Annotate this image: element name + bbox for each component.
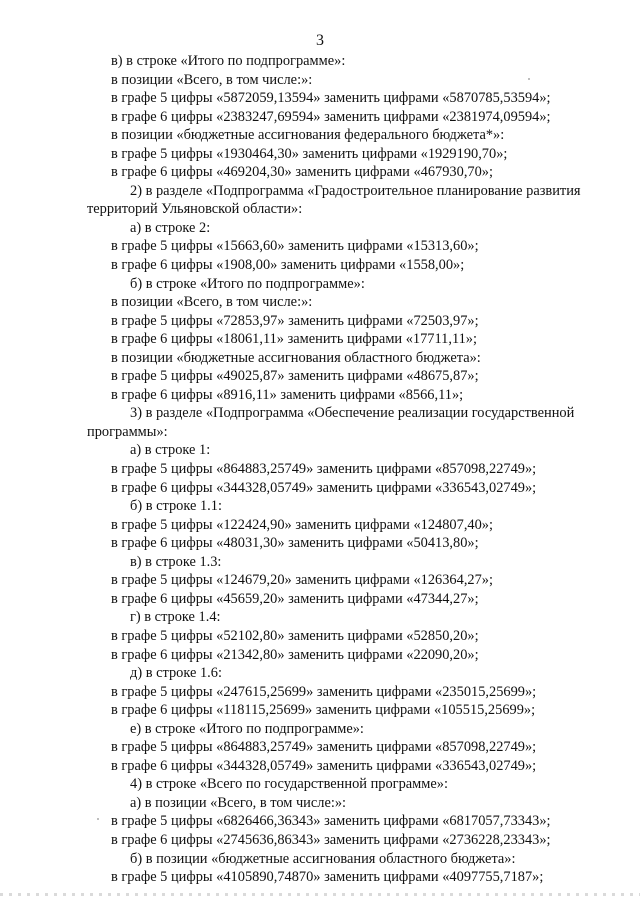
text-line: в графе 6 цифры «118115,25699» заменить цифрами «105515,25699»;: [111, 702, 536, 719]
text-line: в графе 5 цифры «864883,25749» заменить цифрами «857098,22749»;: [111, 461, 537, 478]
text-line: в графе 5 цифры «864883,25749» заменить цифрами «857098,22749»;: [111, 739, 537, 756]
text-line: в позиции «Всего, в том числе:»:: [111, 71, 313, 88]
document-body: [87, 52, 616, 887]
text-line: в графе 6 цифры «2383247,69594» заменить цифрами «2381974,09594»;: [111, 108, 551, 125]
text-line: в графе 5 цифры «4105890,74870» заменить цифрами «4097755,7187»;: [111, 869, 544, 886]
text-line: в графе 5 цифры «5872059,13594» заменить цифрами «5870785,53594»;: [111, 90, 551, 107]
text-line: в графе 5 цифры «1930464,30» заменить цифрами «1929190,70»;: [111, 145, 508, 162]
section-heading-line: 3) в разделе «Подпрограмма «Обеспечение реализации государственной: [130, 405, 575, 422]
text-line: в графе 5 цифры «247615,25699» заменить цифрами «235015,25699»;: [111, 683, 537, 700]
text-line: в графе 6 цифры «469204,30» заменить цифрами «467930,70»;: [111, 164, 493, 181]
text-line: б) в строке «Итого по подпрограмме»:: [130, 275, 365, 292]
text-line: в графе 6 цифры «344328,05749» заменить цифрами «336543,02749»;: [111, 757, 537, 774]
text-line: б) в строке 1.1:: [130, 498, 222, 515]
text-line: в позиции «бюджетные ассигнования областного бюджета»:: [111, 349, 481, 366]
text-line: в графе 5 цифры «15663,60» заменить цифрами «15313,60»;: [111, 238, 479, 255]
text-line: в графе 5 цифры «122424,90» заменить цифрами «124807,40»;: [111, 516, 493, 533]
text-line: в графе 5 цифры «72853,97» заменить цифрами «72503,97»;: [111, 312, 479, 329]
scan-speck: [528, 78, 530, 80]
text-line: а) в строке 2:: [130, 219, 211, 236]
section-heading-continuation: территорий Ульяновской области»:: [87, 201, 303, 218]
text-line: в) в строке 1.3:: [130, 553, 222, 570]
text-line: в графе 6 цифры «18061,11» заменить цифрами «17711,11»;: [111, 331, 478, 348]
text-line: в графе 6 цифры «2745636,86343» заменить цифрами «2736228,23343»;: [111, 831, 551, 848]
text-line: в) в строке «Итого по подпрограмме»:: [111, 53, 346, 69]
text-line: в графе 6 цифры «48031,30» заменить цифрами «50413,80»;: [111, 535, 479, 552]
text-line: в позиции «бюджетные ассигнования федерального бюджета*»:: [111, 127, 505, 144]
text-line: д) в строке 1.6:: [130, 665, 222, 682]
text-line: а) в позиции «Всего, в том числе:»:: [130, 794, 347, 811]
page-number: 3: [316, 32, 324, 49]
text-line: в графе 5 цифры «6826466,36343» заменить цифрами «6817057,73343»;: [111, 813, 551, 830]
text-line: в позиции «Всего, в том числе:»:: [111, 294, 313, 311]
section-heading-line: 2) в разделе «Подпрограмма «Градостроительное планирование развития: [130, 182, 581, 199]
text-line: в графе 5 цифры «124679,20» заменить цифрами «126364,27»;: [111, 572, 493, 589]
text-line: в графе 5 цифры «52102,80» заменить цифрами «52850,20»;: [111, 627, 479, 644]
scan-speck: [97, 818, 99, 820]
text-line: в графе 6 цифры «45659,20» заменить цифрами «47344,27»;: [111, 590, 479, 607]
text-line: в графе 6 цифры «344328,05749» заменить цифрами «336543,02749»;: [111, 479, 537, 496]
text-line: а) в строке 1:: [130, 442, 211, 459]
text-line: в графе 5 цифры «49025,87» заменить цифрами «48675,87»;: [111, 368, 479, 385]
text-line: в графе 6 цифры «21342,80» заменить цифрами «22090,20»;: [111, 646, 479, 663]
scan-edge-noise: [0, 893, 640, 896]
text-line: в графе 6 цифры «1908,00» заменить цифрами «1558,00»;: [111, 257, 465, 274]
text-line: б) в позиции «бюджетные ассигнования областного бюджета»:: [130, 850, 516, 867]
section-heading-continuation: программы»:: [87, 423, 168, 440]
text-line: г) в строке 1.4:: [130, 609, 221, 626]
section-heading-line: 4) в строке «Всего по государственной программе»:: [130, 776, 448, 793]
text-line: в графе 6 цифры «8916,11» заменить цифрами «8566,11»;: [111, 386, 464, 403]
text-line: е) в строке «Итого по подпрограмме»:: [130, 720, 364, 737]
